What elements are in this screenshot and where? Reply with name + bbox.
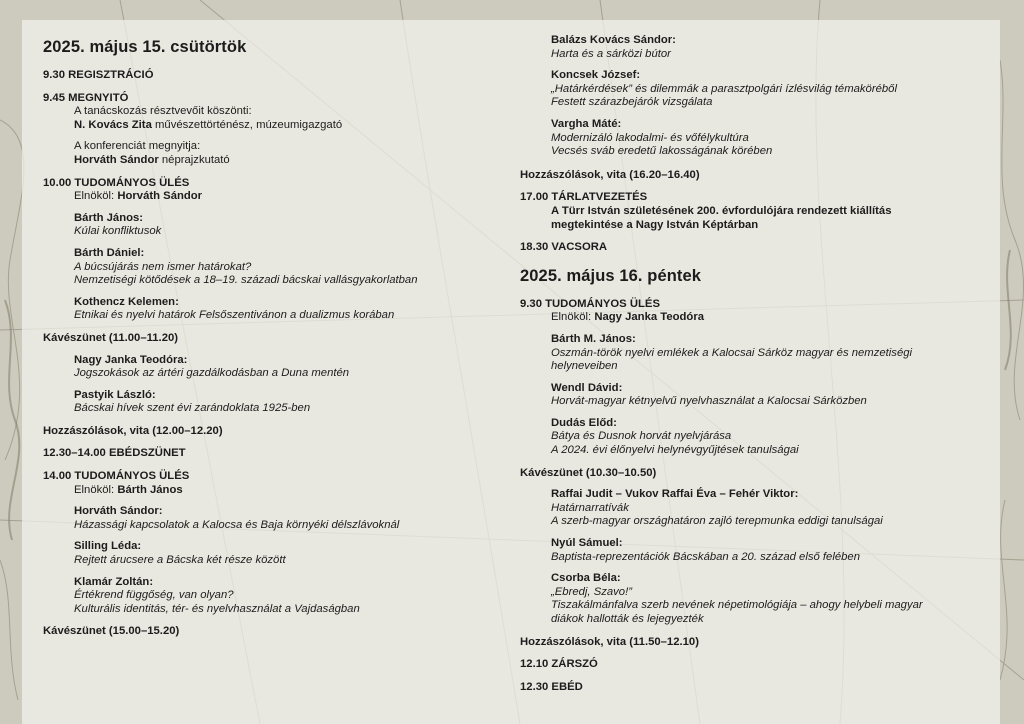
talk-speaker: Horváth Sándor: — [74, 505, 163, 518]
greet-role: művészettörténész, múzeumigazgató — [151, 118, 343, 131]
talk-title: Vecsés sváb eredetű lakosságának körében — [551, 145, 773, 158]
talk-speaker: Bárth Dániel: — [74, 246, 145, 259]
chair-name: Nagy Janka Teodóra — [594, 311, 705, 324]
session1-chair — [43, 190, 503, 204]
chair-label: Elnököl: — [74, 190, 118, 203]
talk-title: Bácskai hívek szent évi zarándoklata 1925-ben — [74, 402, 311, 415]
talk-title: A szerb-magyar országhatáron zajló terepmunka eddigi tanulságai — [551, 515, 883, 528]
talk-title: Kulturális identitás, tér- és nyelvhasználat a Vajdaságban — [74, 602, 360, 615]
talk-title: „Ebredj, Szavo!” — [551, 585, 632, 598]
greet-label: A tanácskozás résztvevőit köszönti: — [74, 105, 252, 118]
talk — [43, 247, 503, 288]
talk — [520, 118, 990, 159]
dinner-slot: 18.30 VACSORA — [520, 241, 608, 254]
session2-chair — [43, 484, 503, 498]
day2-title: 2025. május 16. péntek — [520, 266, 702, 285]
talk-speaker: Dudás Előd: — [551, 416, 617, 429]
talk-speaker: Kothencz Kelemen: — [74, 295, 179, 308]
talk — [43, 296, 503, 323]
discussion1: Hozzászólások, vita (12.00–12.20) — [43, 424, 223, 437]
talk — [43, 505, 503, 532]
talk-title: Értékrend függőség, van olyan? — [74, 589, 234, 602]
talk-speaker: Silling Léda: — [74, 540, 142, 553]
talk-title: A 2024. évi élőnyelvi helynévgyűjtések tanulságai — [551, 444, 799, 457]
open-label: A konferenciát megnyitja: — [74, 140, 201, 153]
day1-title: 2025. május 15. csütörtök — [43, 38, 247, 56]
talk — [520, 572, 990, 626]
day2-lunch-slot: 12.30 EBÉD — [520, 680, 583, 693]
talk-title: Harta és a sárközi bútor — [551, 47, 671, 60]
open-line — [43, 154, 503, 168]
talk-title: Tiszakálmánfalva szerb nevének népetimológiája – ahogy helybeli magyar — [551, 599, 923, 612]
talk-title: Etnikai és nyelvi határok Felsőszentivánon a dualizmus korában — [74, 309, 395, 322]
break1: Kávészünet (11.00–11.20) — [43, 331, 179, 344]
talk-speaker: Klamár Zoltán: — [74, 575, 154, 588]
greet-line — [43, 119, 503, 133]
talk-speaker: Wendl Dávid: — [551, 381, 623, 394]
talk-speaker: Bárth János: — [74, 211, 144, 224]
talk-title: A búcsújárás nem ismer határokat? — [74, 260, 252, 273]
day2-session1-slot: 9.30 TUDOMÁNYOS ÜLÉS — [520, 297, 660, 310]
talk-title: Horvát-magyar kétnyelvű nyelvhasználat a Kalocsai Sárközben — [551, 395, 867, 408]
talk-speaker: Pastyik László: — [74, 388, 156, 401]
day2-session1-chair — [520, 311, 990, 325]
break2: Kávészünet (15.00–15.20) — [43, 625, 180, 638]
talk-title: Jogszokások az ártéri gazdálkodásban a Duna mentén — [74, 367, 350, 380]
talk-title: Házassági kapcsolatok a Kalocsa és Baja környéki délszlávoknál — [74, 518, 400, 531]
chair-name: Horváth Sándor — [117, 190, 203, 203]
talk-title: „Határkérdések” és dilemmák a parasztpolgári ízlésvilág témaköréből — [551, 82, 897, 95]
talk — [520, 333, 990, 374]
talk — [520, 34, 990, 61]
open-name: Horváth Sándor — [74, 153, 159, 166]
talk — [43, 354, 503, 381]
tour-line: megtekintése a Nagy István Képtárban — [551, 218, 759, 231]
talk — [43, 212, 503, 239]
talk — [520, 69, 990, 110]
talk-title: Oszmán-török nyelvi emlékek a Kalocsai Sárköz magyar és nemzetiségi — [551, 346, 913, 359]
talk-speaker: Csorba Béla: — [551, 572, 621, 585]
talk-title: Festett szárazbejárók vizsgálata — [551, 96, 713, 109]
talk-title: Modernizáló lakodalmi- és vőfélykultúra — [551, 131, 749, 144]
open-role: néprajzkutató — [158, 153, 230, 166]
talk — [520, 537, 990, 564]
day1-column — [43, 36, 503, 648]
talk — [520, 488, 990, 529]
talk — [43, 389, 503, 416]
day2-break1: Kávészünet (10.30–10.50) — [520, 466, 657, 479]
talk-title: Nemzetiségi kötődések a 18–19. századi bácskai vallásgyakorlatban — [74, 274, 418, 287]
opening-slot: 9.45 MEGNYITÓ — [43, 91, 129, 104]
talk-title: Rejtett árucsere a Bácska két része között — [74, 554, 286, 567]
lunch-break: 12.30–14.00 EBÉDSZÜNET — [43, 447, 186, 460]
day2-discussion: Hozzászólások, vita (11.50–12.10) — [520, 635, 699, 648]
talk-speaker: Raffai Judit – Vukov Raffai Éva – Fehér Viktor: — [551, 488, 799, 501]
talk-speaker: Vargha Máté: — [551, 117, 622, 130]
talk-speaker: Nyúl Sámuel: — [551, 537, 623, 550]
session2-slot: 14.00 TUDOMÁNYOS ÜLÉS — [43, 470, 190, 483]
discussion2: Hozzászólások, vita (16.20–16.40) — [520, 168, 700, 181]
talk — [43, 576, 503, 617]
talk-title: Kúlai konfliktusok — [74, 225, 162, 238]
session1-slot: 10.00 TUDOMÁNYOS ÜLÉS — [43, 176, 190, 189]
closing-slot: 12.10 ZÁRSZÓ — [520, 658, 598, 671]
talk-title: Határnarratívák — [551, 501, 629, 514]
greet-name: N. Kovács Zita — [74, 118, 152, 131]
talk-title: helyneveiben — [551, 360, 618, 373]
chair-label: Elnököl: — [551, 311, 595, 324]
talk-speaker: Balázs Kovács Sándor: — [551, 34, 676, 46]
registration-slot: 9.30 REGISZTRÁCIÓ — [43, 69, 154, 81]
talk-title: Bátya és Dusnok horvát nyelvjárása — [551, 430, 732, 443]
talk-title: Baptista-reprezentációk Bácskában a 20. század első felében — [551, 550, 860, 563]
talk-speaker: Nagy Janka Teodóra: — [74, 353, 188, 366]
talk — [520, 382, 990, 409]
chair-name: Bárth János — [117, 483, 183, 496]
chair-label: Elnököl: — [74, 483, 118, 496]
tour-line: A Türr István születésének 200. évfordulójára rendezett kiállítás — [551, 204, 892, 217]
talk-title: diákok hallották és lejegyezték — [551, 613, 704, 625]
day1-continued-and-day2-column — [520, 34, 990, 703]
talk-speaker: Bárth M. János: — [551, 332, 636, 345]
tour-slot: 17.00 TÁRLATVEZETÉS — [520, 191, 648, 204]
talk — [43, 540, 503, 567]
talk — [520, 417, 990, 458]
talk-speaker: Koncsek József: — [551, 69, 641, 82]
